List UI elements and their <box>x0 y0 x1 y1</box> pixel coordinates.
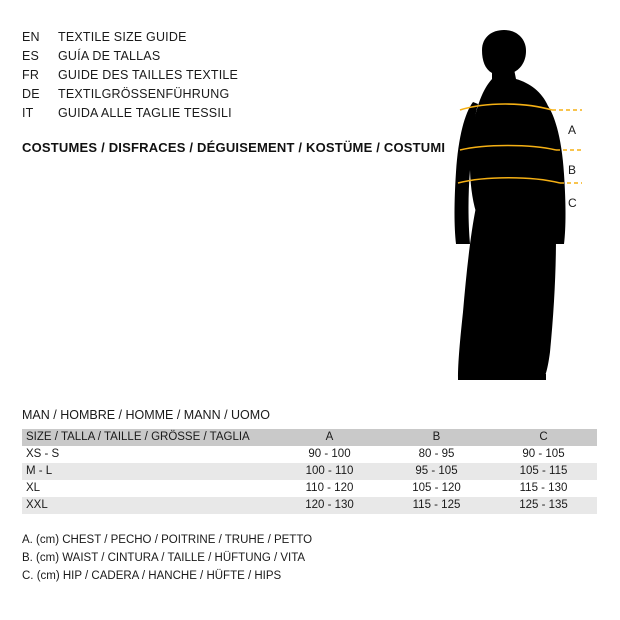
cell-c: 90 - 105 <box>522 448 565 460</box>
costumes-heading: COSTUMES / DISFRACES / DÉGUISEMENT / KOSTÜME / COSTUMI <box>22 140 446 155</box>
cell-size: XL <box>26 482 41 494</box>
cell-b: 80 - 95 <box>418 448 455 460</box>
language-list <box>22 30 422 125</box>
header-size: SIZE / TALLA / TAILLE / GRÖSSE / TAGLIA <box>26 431 250 443</box>
legend-line-b: B. (cm) WAIST / CINTURA / TAILLE / HÜFTUNG / VITA <box>22 552 306 564</box>
table-row <box>22 463 597 480</box>
language-text-es: GUÍA DE TALLAS <box>58 49 161 63</box>
cell-a: 90 - 100 <box>308 448 351 460</box>
header-b: B <box>432 431 441 443</box>
language-row-de <box>22 87 422 106</box>
cell-size: XS - S <box>26 448 60 460</box>
cell-b: 115 - 125 <box>412 499 461 511</box>
language-text-it: GUIDA ALLE TAGLIE TESSILI <box>58 106 232 120</box>
legend-line-a: A. (cm) CHEST / PECHO / POITRINE / TRUHE / PETTO <box>22 534 313 546</box>
language-code-es: ES <box>22 49 40 63</box>
cell-b: 95 - 105 <box>415 465 458 477</box>
cell-size: XXL <box>26 499 48 511</box>
language-text-de: TEXTILGRÖSSENFÜHRUNG <box>58 87 230 101</box>
cell-c: 125 - 135 <box>519 499 568 511</box>
language-row-en <box>22 30 422 49</box>
cell-c: 105 - 115 <box>519 465 568 477</box>
measure-label-b: B <box>568 163 577 177</box>
language-text-fr: GUIDE DES TAILLES TEXTILE <box>58 68 239 82</box>
cell-b: 105 - 120 <box>412 482 461 494</box>
table-row <box>22 446 597 463</box>
table-row <box>22 497 597 514</box>
language-row-fr <box>22 68 422 87</box>
language-row-es <box>22 49 422 68</box>
language-text-en: TEXTILE SIZE GUIDE <box>58 30 187 44</box>
language-code-fr: FR <box>22 68 40 82</box>
cell-c: 115 - 130 <box>519 482 568 494</box>
measure-label-c: C <box>568 196 577 210</box>
cell-a: 110 - 120 <box>305 482 354 494</box>
male-silhouette-icon <box>430 22 605 392</box>
size-table <box>22 429 597 514</box>
cell-size: M - L <box>26 465 53 477</box>
body-figure <box>430 22 605 392</box>
cell-a: 120 - 130 <box>305 499 354 511</box>
table-header-row <box>22 429 597 446</box>
header-a: A <box>325 431 334 443</box>
legend-line-c: C. (cm) HIP / CADERA / HANCHE / HÜFTE / HIPS <box>22 570 282 582</box>
measurement-legend <box>22 531 312 585</box>
language-code-de: DE <box>22 87 40 101</box>
language-code-en: EN <box>22 30 40 44</box>
measure-label-a: A <box>568 123 577 137</box>
table-row <box>22 480 597 497</box>
table-title: MAN / HOMBRE / HOMME / MANN / UOMO <box>22 408 270 422</box>
language-code-it: IT <box>22 106 34 120</box>
language-row-it <box>22 106 422 125</box>
header-c: C <box>539 431 548 443</box>
cell-a: 100 - 110 <box>305 465 354 477</box>
